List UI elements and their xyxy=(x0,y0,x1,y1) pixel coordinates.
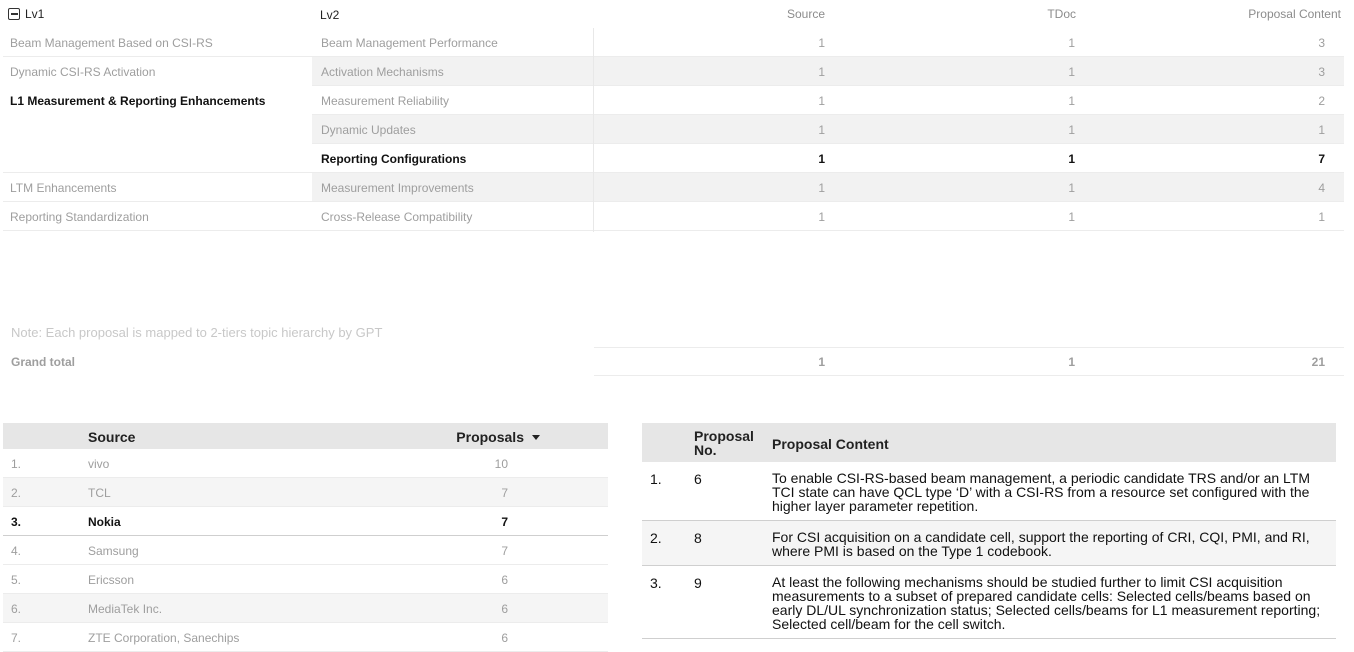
row-index: 2. xyxy=(650,530,662,546)
source-value: 1 xyxy=(818,123,825,137)
grand-total-row xyxy=(3,347,1344,376)
table-row-selected[interactable] xyxy=(3,507,608,536)
source-value: 1 xyxy=(818,152,825,166)
row-index: 3. xyxy=(650,575,662,591)
pivot-row[interactable] xyxy=(3,115,1344,144)
pivot-row[interactable] xyxy=(3,202,1344,231)
row-index: 2. xyxy=(11,486,22,500)
lv1-cell xyxy=(3,57,312,86)
pivot-header xyxy=(3,0,1344,28)
lv1-label: LTM Enhancements xyxy=(10,181,117,195)
lv1-cell xyxy=(3,144,312,173)
lv1-cell xyxy=(3,173,312,202)
source-name: ZTE Corporation, Sanechips xyxy=(88,631,240,645)
table-row[interactable] xyxy=(3,449,608,478)
lv2-label: Beam Management Performance xyxy=(321,36,498,50)
lv1-label: Dynamic CSI-RS Activation xyxy=(10,65,156,79)
pivot-row[interactable] xyxy=(3,57,1344,86)
tdoc-value: 1 xyxy=(1068,181,1075,195)
lv1-header-label: Lv1 xyxy=(25,7,45,21)
lv2-label: Measurement Reliability xyxy=(321,94,450,108)
source-column-header[interactable]: Source xyxy=(88,429,136,445)
content-value: 2 xyxy=(1318,94,1325,108)
table-row[interactable] xyxy=(642,566,1336,639)
grand-total-content: 21 xyxy=(1311,355,1325,369)
proposal-number: 8 xyxy=(694,530,702,546)
tdoc-header[interactable]: TDoc xyxy=(1047,7,1076,21)
source-value: 1 xyxy=(818,94,825,108)
tdoc-value: 1 xyxy=(1068,210,1075,224)
lv1-label: Reporting Standardization xyxy=(10,210,149,224)
pivot-row-values xyxy=(312,57,1344,86)
lv1-label: Beam Management Based on CSI-RS xyxy=(10,36,213,50)
table-row[interactable] xyxy=(3,536,608,565)
source-table-header xyxy=(3,423,608,449)
content-value: 3 xyxy=(1318,65,1325,79)
table-row[interactable] xyxy=(642,462,1336,521)
proposal-text: To enable CSI-RS-based beam management, a periodic candidate TRS and/or an LTM TCI state can have QCL type ‘D’ with a CSI-RS from a resource set configured with the higher layer parameter repetition. xyxy=(772,470,1311,514)
column-divider xyxy=(593,28,594,232)
lv2-label: Measurement Improvements xyxy=(321,181,474,195)
source-name: Nokia xyxy=(88,515,121,529)
proposal-no-header[interactable]: Proposal No. xyxy=(694,428,754,458)
grand-total-label: Grand total xyxy=(11,355,76,369)
collapse-icon[interactable] xyxy=(8,8,20,20)
proposal-count: 6 xyxy=(501,631,508,645)
lv1-cell xyxy=(3,202,312,231)
proposal-count: 10 xyxy=(494,457,508,471)
row-index: 4. xyxy=(11,544,22,558)
table-row[interactable] xyxy=(3,565,608,594)
proposal-content-column-header[interactable]: Proposal Content xyxy=(772,436,889,452)
source-name: Samsung xyxy=(88,544,139,558)
pivot-row[interactable] xyxy=(3,173,1344,202)
content-value: 4 xyxy=(1318,181,1325,195)
source-value: 1 xyxy=(818,65,825,79)
lv2-header[interactable]: Lv2 xyxy=(320,8,340,22)
lv1-label: L1 Measurement & Reporting Enhancements xyxy=(10,94,266,108)
lv2-label: Activation Mechanisms xyxy=(321,65,444,79)
source-value: 1 xyxy=(818,36,825,50)
pivot-row-values xyxy=(312,144,1344,173)
proposal-text: For CSI acquisition on a candidate cell, support the reporting of CRI, CQI, PMI, and RI, where PMI is based on the Type 1 codebook. xyxy=(772,529,1310,559)
proposal-count: 7 xyxy=(501,544,508,558)
row-index: 1. xyxy=(650,471,662,487)
row-index: 6. xyxy=(11,602,22,616)
source-name: Ericsson xyxy=(88,573,135,587)
pivot-row-values xyxy=(312,115,1344,144)
table-row[interactable] xyxy=(3,623,608,652)
proposal-table xyxy=(642,423,1336,639)
lv2-label: Dynamic Updates xyxy=(321,123,416,137)
proposals-column-header[interactable] xyxy=(456,429,540,445)
proposal-count: 6 xyxy=(501,573,508,587)
table-row[interactable] xyxy=(642,521,1336,566)
row-index: 5. xyxy=(11,573,22,587)
grand-total-tdoc: 1 xyxy=(1068,355,1075,369)
pivot-row-values xyxy=(312,86,1344,115)
tdoc-value: 1 xyxy=(1068,36,1075,50)
proposal-count: 6 xyxy=(501,602,508,616)
source-value: 1 xyxy=(818,181,825,195)
tdoc-value: 1 xyxy=(1068,94,1075,108)
proposal-number: 6 xyxy=(694,471,702,487)
sort-desc-icon[interactable] xyxy=(532,435,540,440)
proposal-count: 7 xyxy=(501,515,508,529)
pivot-row[interactable] xyxy=(3,86,1344,115)
lv2-label: Cross-Release Compatibility xyxy=(321,210,473,224)
row-index: 7. xyxy=(11,631,22,645)
proposal-text: At least the following mechanisms should be studied further to limit CSI acquisition measurements to a subset of prepared candidate cells: Selected cells/beams based on early DL/UL synchronization status; Selected cells/beams for L1 measurement reporting; Selected cell/beam for the cell switch. xyxy=(772,574,1321,632)
tdoc-value: 1 xyxy=(1068,65,1075,79)
pivot-row[interactable] xyxy=(3,28,1344,57)
grand-total-source: 1 xyxy=(818,355,825,369)
source-name: vivo xyxy=(88,457,110,471)
proposal-count: 7 xyxy=(501,486,508,500)
content-value: 7 xyxy=(1318,152,1325,166)
pivot-row-selected[interactable] xyxy=(3,144,1344,173)
content-value: 1 xyxy=(1318,123,1325,137)
grand-total-values xyxy=(594,347,1344,376)
content-value: 3 xyxy=(1318,36,1325,50)
lv1-cell xyxy=(3,86,312,115)
proposal-table-header xyxy=(642,423,1336,462)
content-value: 1 xyxy=(1318,210,1325,224)
source-value: 1 xyxy=(818,210,825,224)
mapping-note: Note: Each proposal is mapped to 2-tiers topic hierarchy by GPT xyxy=(11,325,383,340)
lv1-cell xyxy=(3,28,312,57)
tdoc-value: 1 xyxy=(1068,123,1075,137)
table-row[interactable] xyxy=(3,478,608,507)
lv1-header[interactable] xyxy=(8,7,44,21)
proposal-content-header[interactable]: Proposal Content xyxy=(1248,7,1341,21)
source-name: MediaTek Inc. xyxy=(88,602,163,616)
proposal-number: 9 xyxy=(694,575,702,591)
row-index: 3. xyxy=(11,515,22,529)
row-index: 1. xyxy=(11,457,22,471)
lv2-label: Reporting Configurations xyxy=(321,152,467,166)
source-table xyxy=(3,423,608,652)
source-name: TCL xyxy=(88,486,111,500)
table-row[interactable] xyxy=(3,594,608,623)
proposals-header-label: Proposals xyxy=(456,429,524,445)
source-header[interactable]: Source xyxy=(786,7,825,21)
tdoc-value: 1 xyxy=(1068,152,1075,166)
